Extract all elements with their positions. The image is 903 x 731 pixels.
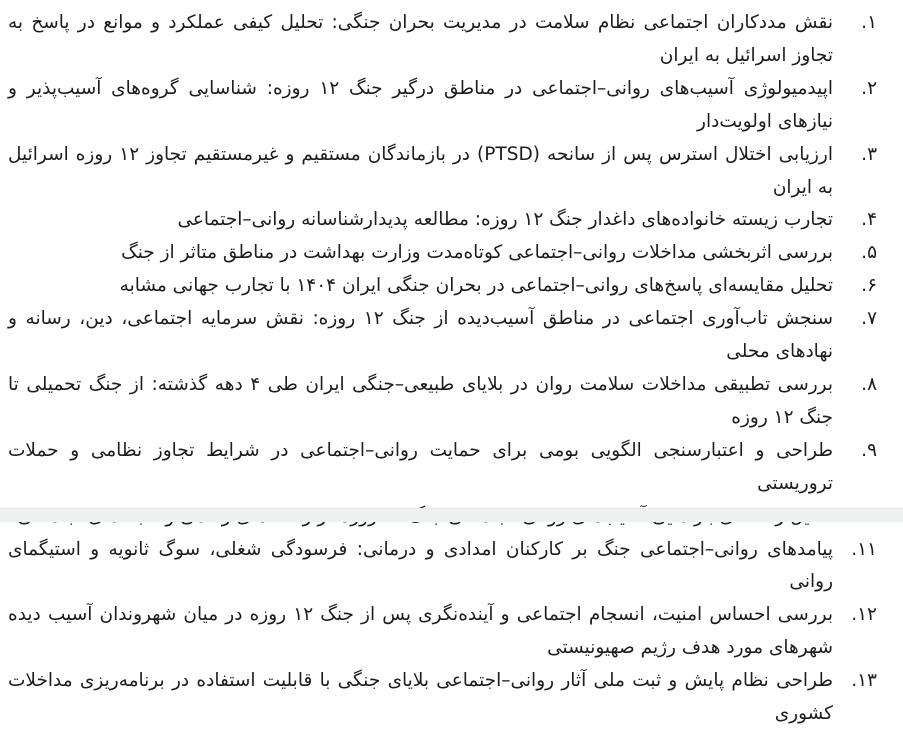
list-item <box>8 665 877 731</box>
item-number: ۸. <box>861 373 877 395</box>
item-text: سنجش تاب‌آوری اجتماعی در مناطق آسیب‌دیده از جنگ ۱۲ روزه: نقش سرمایه اجتماعی، دین، رسانه و نهادهای محلی <box>8 308 833 363</box>
list-item <box>8 369 877 435</box>
item-number: ۱. <box>861 12 877 33</box>
item-text: تجارب زیسته خانواده‌های داغدار جنگ ۱۲ روزه: مطالعه پدیدارشناسانه روانی–اجتماعی <box>177 209 833 231</box>
list-item <box>8 204 877 237</box>
list-item <box>8 599 877 665</box>
item-number: ۲. <box>861 77 877 99</box>
list-item <box>8 139 877 205</box>
list-item <box>8 270 877 303</box>
item-text: اپیدمیولوژی آسیب‌های روانی–اجتماعی در مناطق درگیر جنگ ۱۲ روزه: شناسایی گروه‌های آسیب‌پذیر و نیازهای اولویت‌دار <box>8 77 833 132</box>
list-item <box>8 303 877 369</box>
item-number: ۹. <box>861 439 877 461</box>
item-number: ۱۲. <box>851 604 877 626</box>
item-number: ۳. <box>861 143 877 165</box>
topic-list <box>8 7 877 731</box>
item-text: پیامدهای روانی–اجتماعی جنگ بر کارکنان امدادی و درمانی: فرسودگی شغلی، سوگ ثانویه و استیگمای روانی <box>8 538 833 593</box>
item-text: طراحی نظام پایش و ثبت ملی آثار روانی–اجتماعی بلایای جنگی با قابلیت استفاده در برنامه‌ریزی مداخلات کشوری <box>8 670 833 725</box>
item-text: تحلیل مقایسه‌ای پاسخ‌های روانی–اجتماعی در بحران جنگی ایران ۱۴۰۴ با تجارب جهانی مشابه <box>119 275 833 297</box>
item-text: ارزیابی اختلال استرس پس از سانحه (PTSD) در بازماندگان مستقیم و غیرمستقیم تجاوز ۱۲ روزه اسرائیل به ایران <box>8 143 833 198</box>
list-item <box>8 435 877 501</box>
item-text: بررسی احساس امنیت، انسجام اجتماعی و آینده‌نگری پس از جنگ ۱۲ روزه در میان شهروندان آسیب دیده شهرهای مورد هدف رژیم صهیونیستی <box>8 604 833 659</box>
item-text: طراحی و اعتبارسنجی الگویی بومی برای حمایت روانی–اجتماعی در شرایط تجاوز نظامی و حملات تروریستی <box>8 439 833 494</box>
list-item <box>8 73 877 139</box>
item-text: بررسی تطبیقی مداخلات سلامت روان در بلایای طبیعی–جنگی ایران طی ۴ دهه گذشته: از جنگ تحمیلی تا جنگ ۱۲ روزه <box>8 373 833 428</box>
item-number: ۱۳. <box>851 670 877 692</box>
bottom-edge-strip <box>0 508 903 522</box>
item-number: ۴. <box>861 209 877 231</box>
list-item <box>8 7 877 73</box>
item-number: ۶. <box>861 275 877 297</box>
item-number: ۵. <box>861 242 877 264</box>
list-item <box>8 237 877 270</box>
item-text: نقش مددکاران اجتماعی نظام سلامت در مدیریت بحران جنگی: تحلیل کیفی عملکرد و موانع در پاسخ به تجاوز اسرائیل به ایران <box>8 12 833 66</box>
item-number: ۷. <box>861 308 877 330</box>
item-text: بررسی اثربخشی مداخلات روانی–اجتماعی کوتاه‌مدت وزارت بهداشت در مناطق متاثر از جنگ <box>121 242 833 264</box>
list-item <box>8 534 877 600</box>
item-number: ۱۱. <box>851 538 877 560</box>
